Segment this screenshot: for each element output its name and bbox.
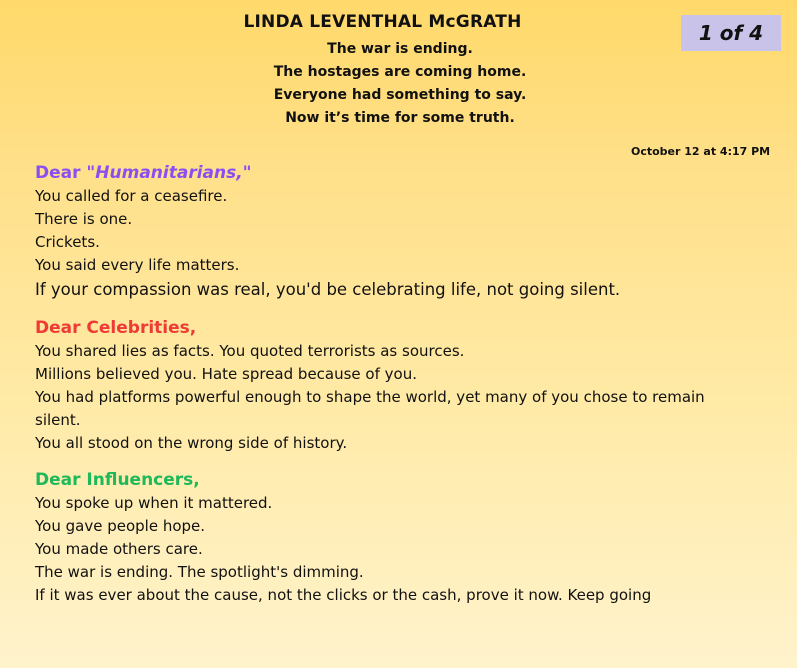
section-heading: Dear Influencers, (35, 470, 200, 490)
section-line: You all stood on the wrong side of history. (35, 434, 348, 452)
section-line: If it was ever about the cause, not the clicks or the cash, prove it now. Keep going (35, 586, 652, 604)
page-count-badge: 1 of 4 (681, 15, 781, 51)
section-line: You said every life matters. (35, 256, 240, 274)
author-name: LINDA LEVENTHAL McGRATH (243, 12, 522, 32)
section-line: silent. (35, 411, 81, 429)
section-line: You had platforms powerful enough to shape the world, yet many of you chose to remain (35, 388, 705, 406)
section-humanitarians (35, 162, 775, 303)
section-line: There is one. (35, 210, 133, 228)
section-line: The war is ending. The spotlight's dimming. (35, 563, 364, 581)
intro-line: Now it’s time for some truth. (285, 110, 515, 126)
section-line: You made others care. (35, 540, 203, 558)
intro-line: The hostages are coming home. (273, 64, 527, 80)
section-heading: Dear Celebrities, (35, 318, 197, 338)
section-line: You gave people hope. (35, 517, 206, 535)
post-timestamp: October 12 at 4:17 PM (631, 145, 771, 158)
section-line: You shared lies as facts. You quoted terrorists as sources. (35, 342, 465, 360)
section-heading (35, 162, 775, 185)
section-line: Millions believed you. Hate spread because of you. (35, 365, 417, 383)
intro-line: The war is ending. (327, 41, 473, 57)
section-closing-line: If your compassion was real, you'd be celebrating life, not going silent. (35, 280, 621, 299)
intro-block (0, 38, 797, 130)
letter-body (35, 162, 775, 621)
section-line: Crickets. (35, 233, 100, 251)
heading-prefix: Dear (35, 163, 87, 183)
intro-line: Everyone had something to say. (273, 87, 527, 103)
heading-subject: "Humanitarians," (86, 163, 252, 183)
section-line: You called for a ceasefire. (35, 187, 228, 205)
section-influencers (35, 469, 775, 607)
section-line: You spoke up when it mattered. (35, 494, 273, 512)
section-celebrities (35, 317, 775, 455)
